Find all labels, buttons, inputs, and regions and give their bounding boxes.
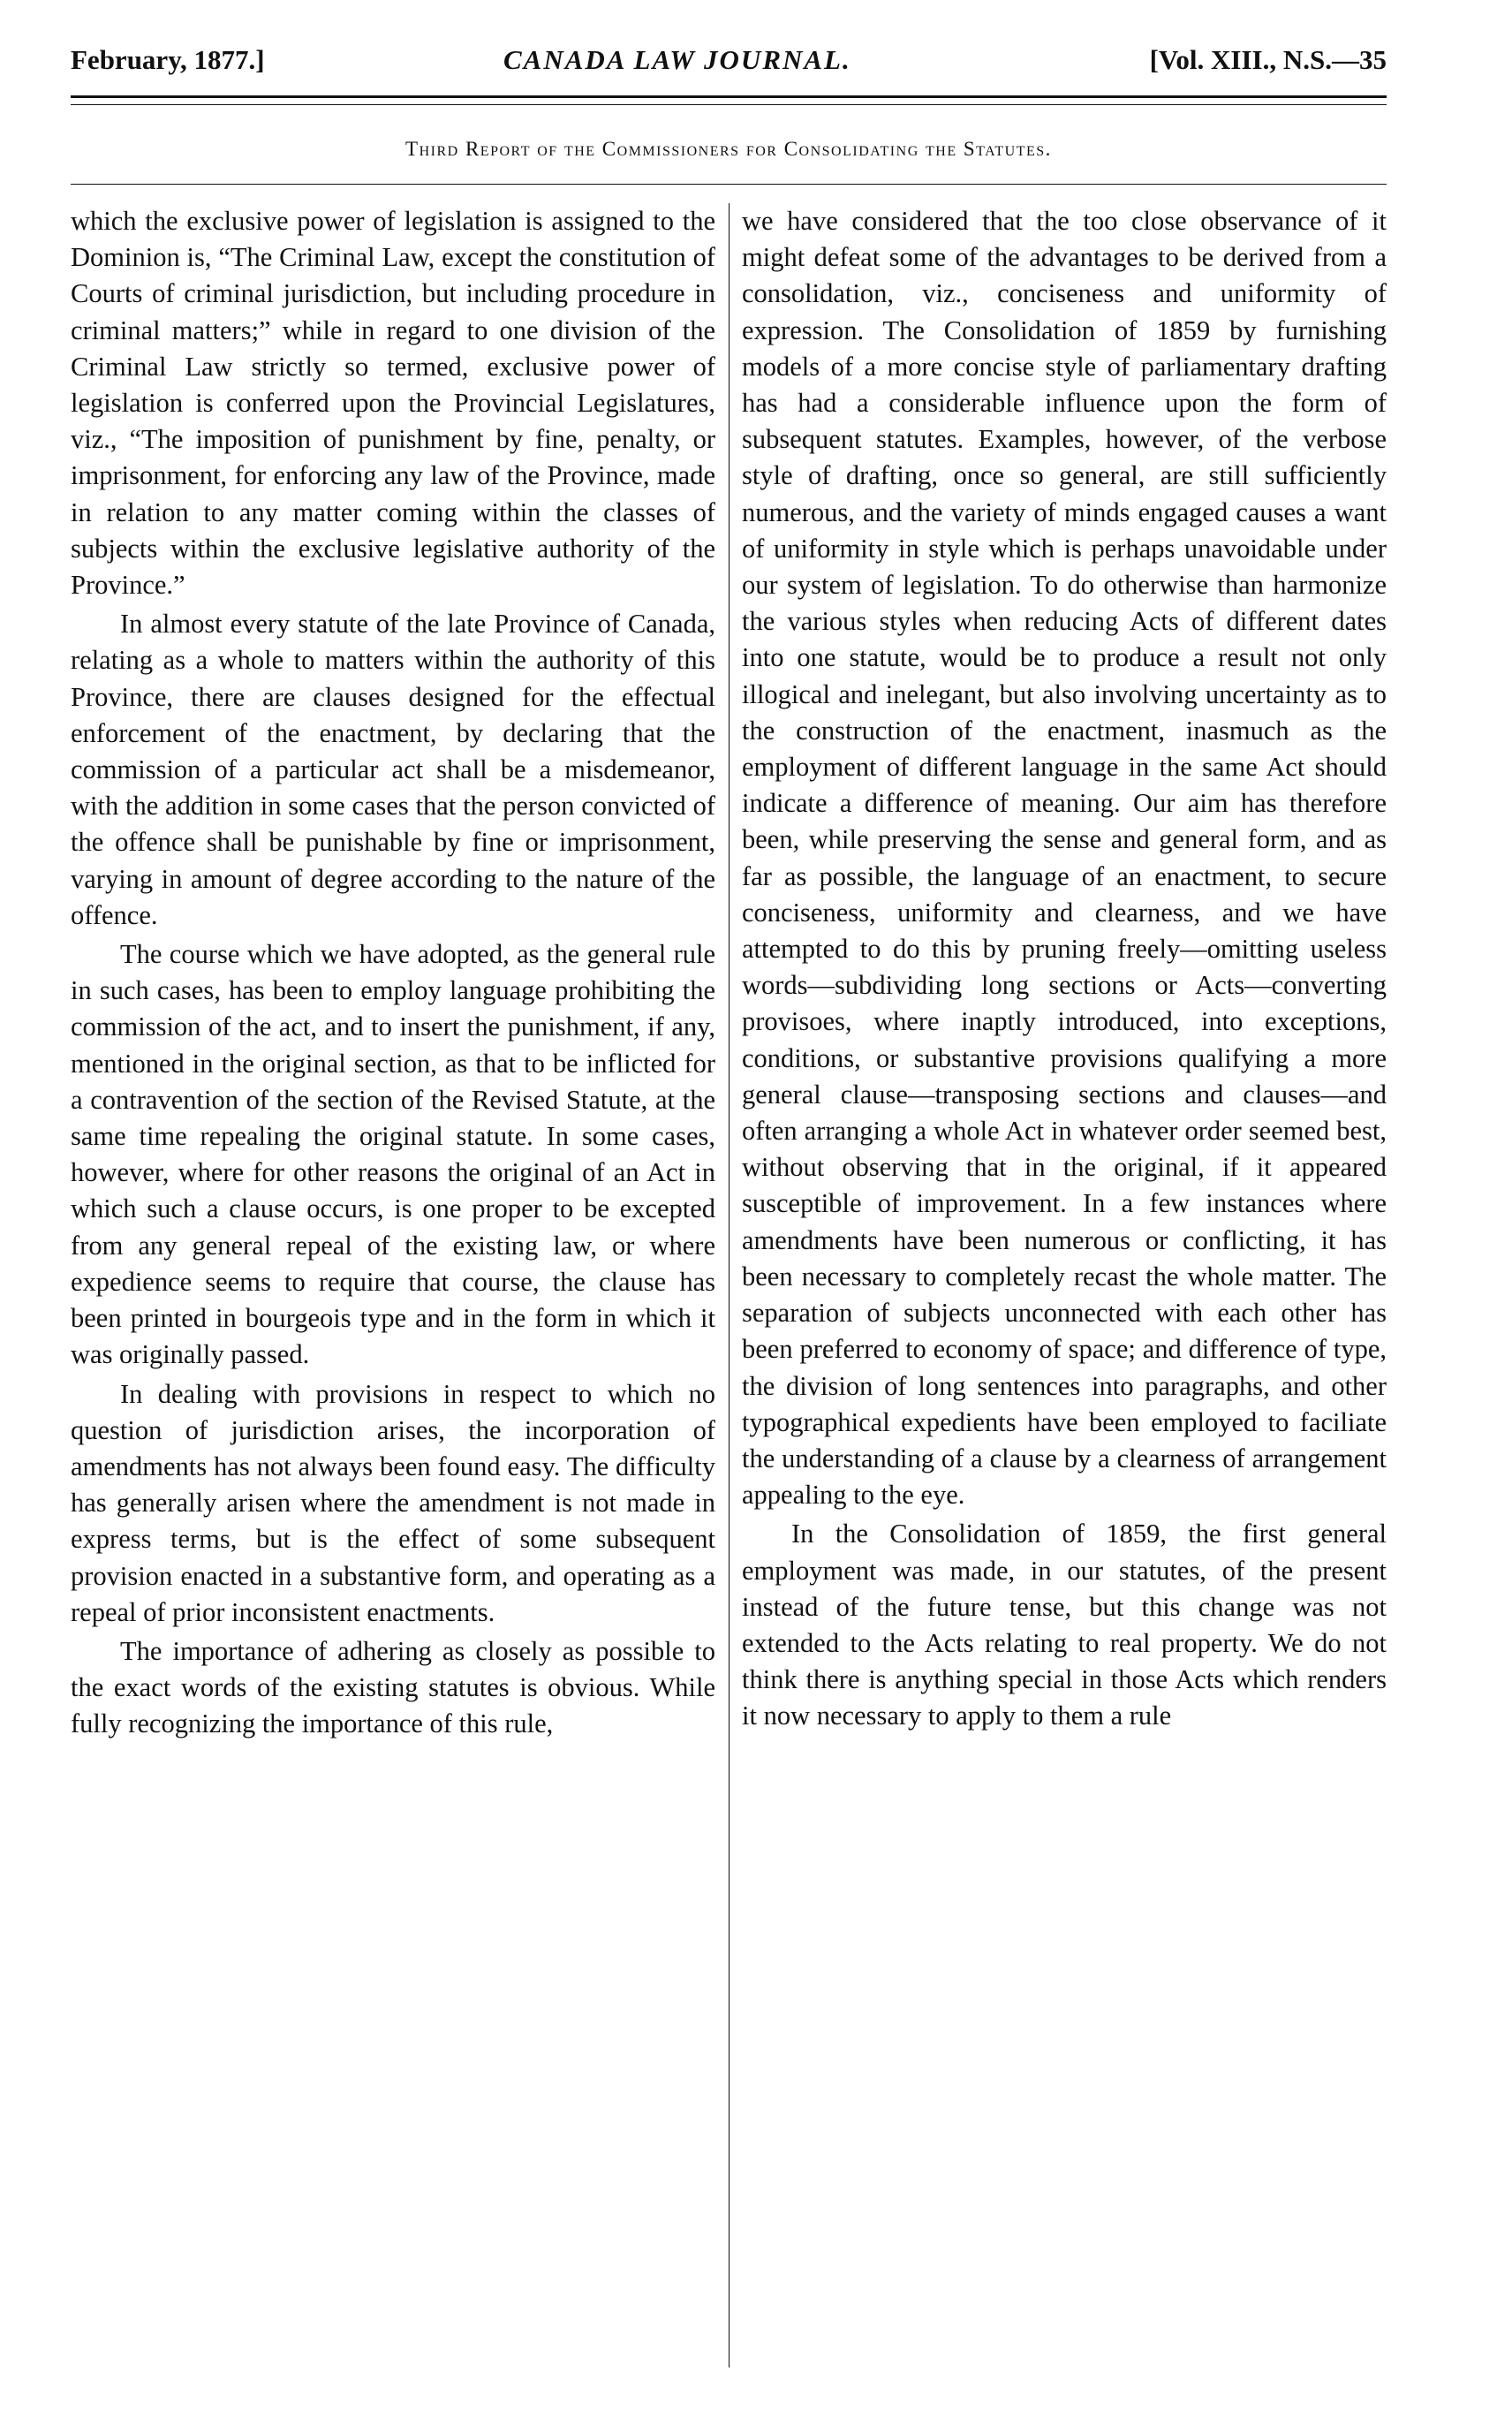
paragraph: In dealing with provisions in respect to which no question of jurisdiction arises, the incorporation of amendments has not always been found easy. The difficulty has generally arisen where the amendment is not made in express terms, but is the effect of some subsequent provision enacted in a substantive form, and operating as a repeal of prior inconsistent enactments. — [71, 1378, 715, 1627]
right-column — [742, 203, 1387, 2376]
issue-date: February, 1877.] — [71, 44, 265, 75]
volume-page-number: [Vol. XIII., N.S.—35 — [1149, 44, 1387, 75]
paragraph: The importance of adhering as closely as possible to the exact words of the existing statutes is obvious. While fully recognizing the importance of this rule, — [71, 1635, 715, 1739]
column-divider — [729, 203, 730, 2367]
running-head — [71, 44, 1387, 80]
section-rule — [71, 184, 1387, 185]
left-column — [71, 203, 715, 2376]
paragraph: The course which we have adopted, as the general rule in such cases, has been to employ language prohibiting the commission of the act, and to insert the punishment, if any, mentioned in the original section, as that to be inflicted for a contravention of the section of the Revised Statute, at the same time repealing the original statute. In some cases, however, where for other reasons the original of an Act in which such a clause occurs, is one proper to be excepted from any general repeal of the existing law, or where expedience seems to require that course, the clause has been printed in bourgeois type and in the form in which it was originally passed. — [71, 939, 715, 1370]
journal-page — [71, 18, 1387, 2385]
journal-title: CANADA LAW JOURNAL. — [503, 44, 851, 75]
header-rule-thick — [71, 95, 1387, 98]
paragraph: In the Consolidation of 1859, the first general employment was made, in our statutes, of the present instead of the future tense, but this change was not extended to the Acts relating to real property. We do not think there is anything special in those Acts which renders it now necessary to apply to them a rule — [742, 1519, 1387, 1731]
paragraph: which the exclusive power of legislation is assigned to the Dominion is, “The Criminal Law, except the constitution of Courts of criminal jurisdiction, but including procedure in criminal matters;” while in regard to one division of the Criminal Law strictly so termed, exclusive power of legislation is conferred upon the Provincial Legislatures, viz., “The imposition of punishment by fine, penalty, or imprisonment, for enforcing any law of the Province, made in relation to any matter coming within the classes of subjects within the exclusive legislative authority of the Province.” — [71, 206, 715, 601]
section-title: Third Report of the Commissioners for Consolidating the Statutes. — [405, 138, 1052, 160]
paragraph: we have considered that the too close observance of it might defeat some of the advantages to be derived from a consolidation, viz., conciseness and uniformity of expression. The Consolidation of 1859 by furnishing models of a more concise style of parliamentary drafting has had a considerable influence upon the form of subsequent statutes. Examples, however, of the verbose style of drafting, once so general, are still sufficiently numerous, and the variety of minds engaged causes a want of uniformity in style which is perhaps unavoidable under our system of legislation. To do otherwise than harmonize the various styles when reducing Acts of different dates into one statute, would be to produce a result not only illogical and inelegant, but also involving uncertainty as to the construction of the enactment, inasmuch as the employment of different language in the same Act should indicate a difference of meaning. Our aim has therefore been, while preserving the sense and general form, and as far as possible, the language of an enactment, to secure conciseness, uniformity and clearness, and we have attempted to do this by pruning freely—omitting useless words—subdividing long sections or Acts—converting provisoes, where inaptly introduced, into exceptions, conditions, or substantive provisions qualifying a more general clause—transposing sections and clauses—and often arranging a whole Act in whatever order seemed best, without observing that in the original, if it appeared susceptible of improvement. In a few instances where amendments have been numerous or conflicting, it has been necessary to completely recast the whole matter. The separation of subjects unconnected with each other has been preferred to economy of space; and difference of type, the division of long sentences into paragraphs, and other typographical expedients have been employed to faciliate the understanding of a clause by a clearness of arrangement appealing to the eye. — [742, 206, 1387, 1511]
paragraph: In almost every statute of the late Province of Canada, relating as a whole to matters within the authority of this Province, there are clauses designed for the effectual enforcement of the enactment, by declaring that the commission of a particular act shall be a misdemeanor, with the addition in some cases that the person convicted of the offence shall be punishable by fine or imprisonment, varying in amount of degree according to the nature of the offence. — [71, 609, 715, 930]
header-rule-thin — [71, 104, 1387, 105]
